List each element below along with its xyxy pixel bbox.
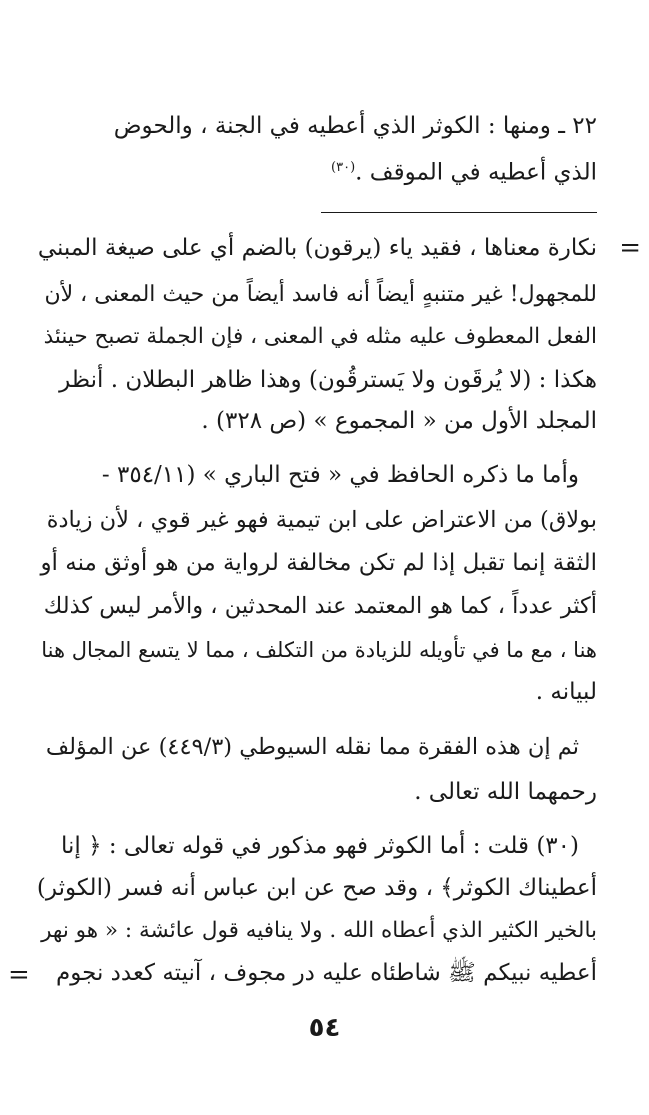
footnote-line: بالخير الكثير الذي أعطاه الله . ولا ينافيه قول عائشة : « هو نهر bbox=[41, 918, 597, 943]
footnote-reference: (٣٠) bbox=[331, 160, 356, 175]
continuation-mark: = bbox=[8, 960, 30, 990]
main-text-line: الذي أعطيه في الموقف .$^{(٣٠)}$ bbox=[331, 159, 597, 186]
footnote-separator bbox=[321, 212, 597, 213]
main-text-line: ٢٢ ـ ومنها : الكوثر الذي أعطيه في الجنة ، والحوض bbox=[113, 113, 597, 139]
note-line: هنا ، مع ما في تأويله للزيادة من التكلف ، مما لا يتسع المجال هنا bbox=[41, 638, 597, 662]
continuation-mark: = bbox=[619, 233, 641, 263]
note-line: نكارة معناها ، فقيد ياء (يرقون) بالضم أي على صيغة المبني bbox=[37, 235, 597, 261]
note-line: أكثر عدداً ، كما هو المعتمد عند المحدثين ، والأمر ليس كذلك bbox=[43, 593, 597, 619]
footnote-line: (٣٠) قلت : أما الكوثر فهو مذكور في قوله تعالى : ﴿ إنا bbox=[60, 833, 579, 859]
note-line: هكذا : (لا يُرقَون ولا يَسترقُون) وهذا ظاهر البطلان . أنظر bbox=[59, 367, 597, 393]
footnote-line: أعطيه نبيكم ﷺ شاطئاه عليه در مجوف ، آنيته كعدد نجوم bbox=[55, 960, 597, 986]
note-line: المجلد الأول من « المجموع » (ص ٣٢٨) . bbox=[201, 408, 597, 434]
note-line: لبيانه . bbox=[535, 679, 597, 705]
note-line: للمجهول! غير متنبهٍ أيضاً أنه فاسد أيضاً من حيث المعنى ، لأن bbox=[44, 282, 597, 307]
page-number: ٥٤ bbox=[308, 1013, 341, 1043]
note-line: بولاق) من الاعتراض على ابن تيمية فهو غير قوي ، لأن زيادة bbox=[46, 507, 597, 533]
note-line: ثم إن هذه الفقرة مما نقله السيوطي (٤٤٩/٣) عن المؤلف bbox=[45, 734, 579, 760]
note-line: الفعل المعطوف عليه مثله في المعنى ، فإن الجملة تصبح حينئذ bbox=[43, 324, 597, 349]
note-line: رحمهما الله تعالى . bbox=[414, 779, 597, 805]
note-line: وأما ما ذكره الحافظ في « فتح الباري » (٣٥٤/١١ - bbox=[101, 462, 579, 488]
footnote-line: أعطيناك الكوثر﴾ ، وقد صح عن ابن عباس أنه فسر (الكوثر) bbox=[36, 875, 597, 901]
note-line: الثقة إنما تقبل إذا لم تكن مخالفة لرواية من هو أوثق منه أو bbox=[40, 550, 597, 576]
